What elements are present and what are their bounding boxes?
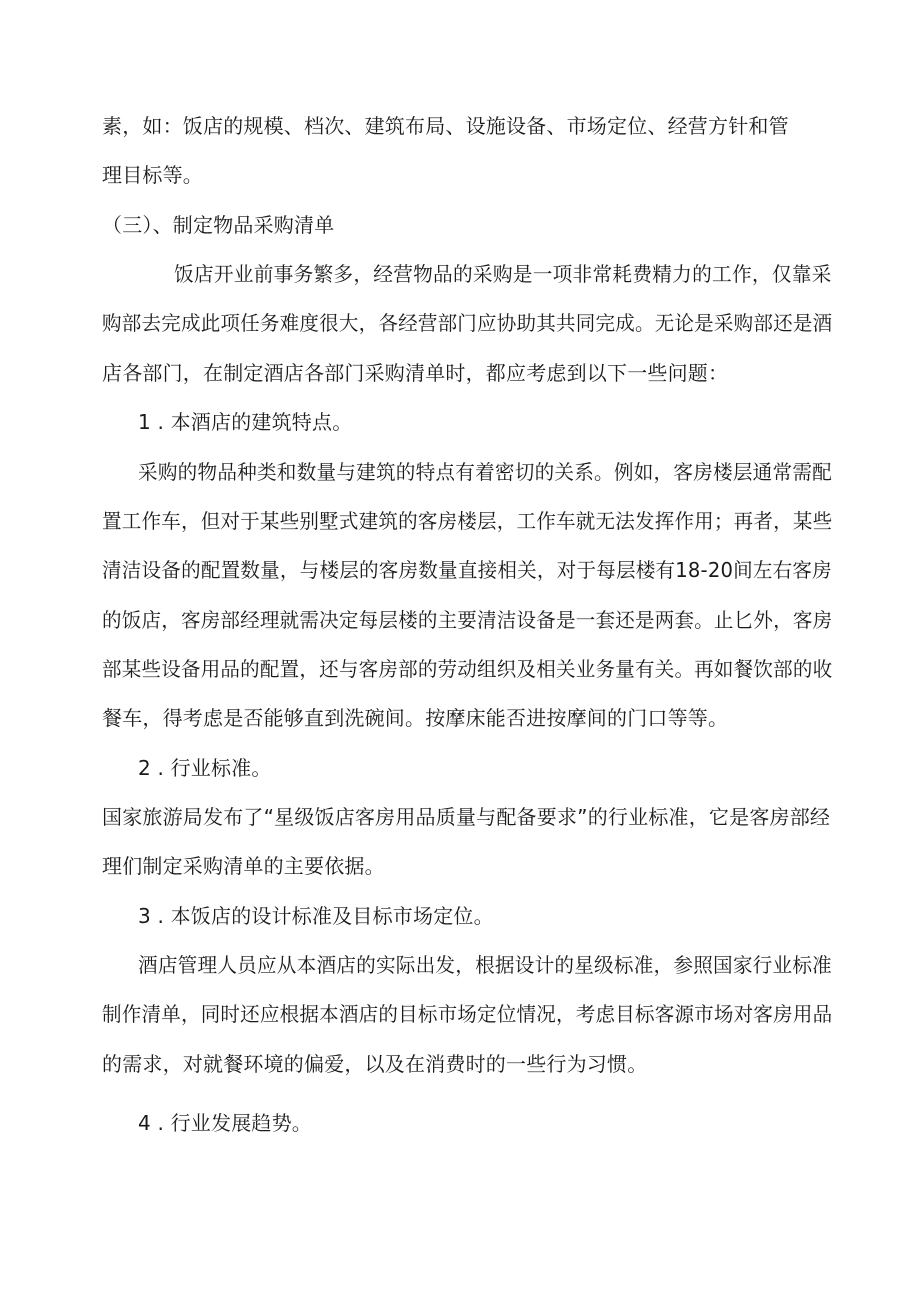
item1-line-2: 置工作车，但对于某些别墅式建筑的客房楼层，工作车就无法发挥作用；再者，某些	[102, 509, 833, 533]
item2-line-2: 理们制定采购清单的主要依据。	[102, 854, 385, 878]
item1-heading: 1 . 本酒店的建筑特点。	[138, 410, 353, 434]
intro-line-2: 购部去完成此项任务难度很大，各经营部门应协助其共同完成。无论是采购部还是酒	[102, 311, 833, 335]
item4-heading: 4 . 行业发展趋势。	[138, 1111, 312, 1135]
item2-line-1: 国家旅游局发布了“星级饭店客房用品质量与配备要求”的行业标准，它是客房部经	[102, 805, 831, 829]
item3-line-1: 酒店管理人员应从本酒店的实际出发，根据设计的星级标准，参照国家行业标准	[138, 953, 832, 977]
item3-line-3: 的需求，对就餐环境的偏爱，以及在消费时的一些行为习惯。	[102, 1052, 648, 1076]
intro-line-1: 饭店开业前事务繁多，经营物品的采购是一项非常耗费精力的工作，仅靠采	[174, 262, 832, 286]
item2-heading: 2 . 行业标准。	[138, 756, 272, 780]
item1-line-1: 采购的物品种类和数量与建筑的特点有着密切的关系。例如，客房楼层通常需配	[138, 460, 832, 484]
item3-line-2: 制作清单，同时还应根据本酒店的目标市场定位情况，考虑目标客源市场对客房用品	[102, 1002, 833, 1026]
section-heading: （三）、制定物品采购清单	[102, 213, 335, 237]
item1-line-5: 部某些设备用品的配置，还与客房部的劳动组织及相关业务量有关。再如餐饮部的收	[102, 657, 833, 681]
item1-line-3: 清洁设备的配置数量，与楼层的客房数量直接相关，对于每层楼有18-20间左右客房	[102, 558, 832, 582]
item1-line-4: 的饭店，客房部经理就需决定每层楼的主要清洁设备是一套还是两套。止匕外，客房	[102, 608, 833, 632]
item1-line-6: 餐车，得考虑是否能够直到洗碗间。按摩床能否进按摩间的门口等等。	[102, 706, 729, 730]
item3-heading: 3 . 本饭店的设计标准及目标市场定位。	[138, 904, 494, 928]
continuation-line-2: 理目标等。	[102, 163, 203, 187]
intro-line-3: 店各部门，在制定酒店各部门采购清单时，都应考虑到以下一些问题：	[102, 361, 729, 385]
continuation-line-1: 素，如：饭店的规模、档次、建筑布局、设施设备、市场定位、经营方针和管	[102, 114, 789, 138]
